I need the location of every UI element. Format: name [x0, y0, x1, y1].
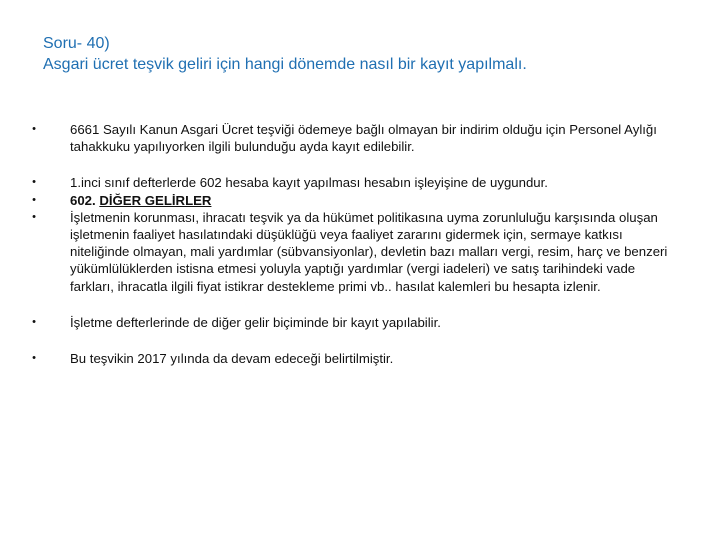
- bullet-icon: •: [32, 123, 36, 135]
- bullet-icon: •: [32, 315, 36, 328]
- question-number: Soru- 40): [43, 35, 110, 52]
- slide-title: [43, 33, 683, 75]
- account-code: 602.: [70, 192, 100, 208]
- list-item: [26, 192, 676, 209]
- question-text: Asgari ücret teşvik geliri için hangi dönemde nasıl bir kayıt yapılmalı.: [43, 56, 527, 73]
- item-text: Bu teşvikin 2017 yılında da devam edeceği belirtilmiştir.: [70, 351, 394, 367]
- item-text: 1.inci sınıf defterlerde 602 hesaba kayıt yapılması hesabın işleyişine de uygundur.: [70, 175, 548, 191]
- bullet-icon: •: [32, 193, 36, 206]
- account-name: DİĞER GELİRLER: [99, 192, 212, 208]
- list-item: [26, 350, 676, 367]
- item-text: İşletme defterlerinde de diğer gelir biçiminde bir kayıt yapılabilir.: [70, 314, 441, 330]
- bullet-icon: •: [32, 176, 36, 189]
- bullet-icon: •: [32, 352, 36, 365]
- item-text: İşletmenin korunması, ihracatı teşvik ya da hükümet politikasına uyma zorunluluğu karşısında oluşan işletmenin faaliyet hasılatındaki düşüklüğü veya faaliyet zararını gidermek için, sermaye katkısı niteliğinde olmayan, mali yardımlar (sübvansiyonlar), devletin bazı malları vergi, resim, harç ve benzeri yükümlülüklerden istisna etmesi yoluyla yaptığı yardımlar (vergi iadeleri) ve satış tarihindeki vade farkları, ihracatla ilgili fiyat istikrar destekleme primi vb.. hasılat kalemleri bu hesapta izlenir.: [70, 209, 668, 294]
- list-item: [26, 121, 676, 155]
- list-item: [26, 314, 676, 331]
- bullet-icon: •: [32, 210, 36, 223]
- list-item: [26, 209, 676, 295]
- bullet-list: [26, 121, 676, 367]
- item-text: 6661 Sayılı Kanun Asgari Ücret teşviği ödemeye bağlı olmayan bir indirim olduğu için Personel Aylığı tahakkuku yapılıyorken ilgili bulunduğu ayda kayıt edilebilir.: [70, 122, 657, 155]
- list-item: [26, 174, 676, 191]
